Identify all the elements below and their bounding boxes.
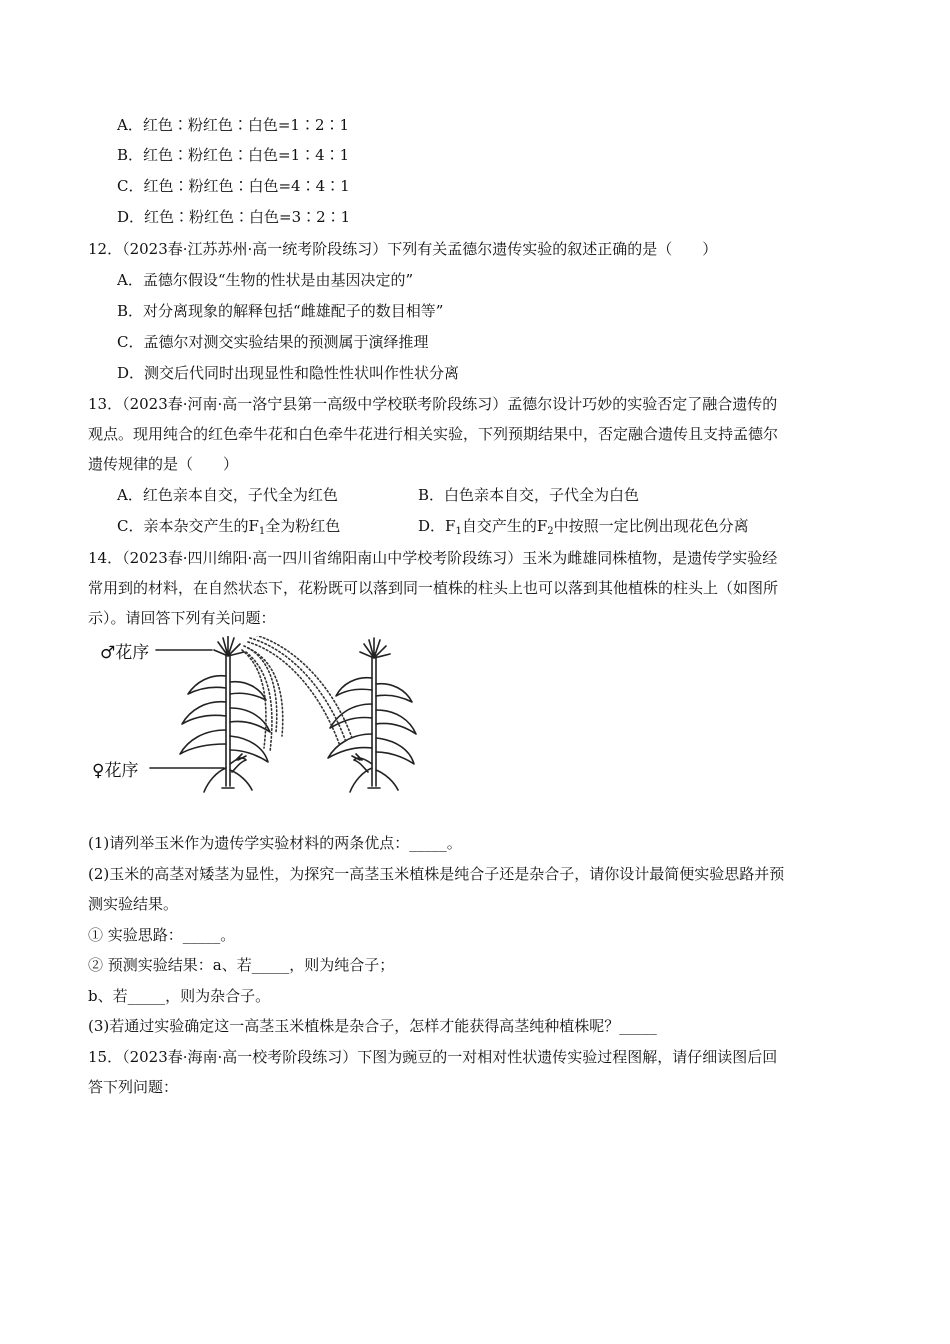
q12-option-c: C．孟德尔对测交实验结果的预测属于演绎推理 (117, 333, 429, 351)
q13-option-b: B．白色亲本自交，子代全为白色 (418, 486, 640, 504)
q14-stem-line-2: 常用到的材料，在自然状态下，花粉既可以落到同一植株的柱头上也可以落到其他植株的柱头上（如图所 (88, 579, 779, 597)
q13-option-c (117, 516, 340, 542)
q14-sub2-iii: b、若_____，则为杂合子。 (88, 987, 271, 1005)
q11-option-c: C．红色∶粉红色∶白色=4∶4∶1 (117, 177, 350, 195)
q13-option-c-pre: C．亲本杂交产生的F (117, 517, 259, 535)
q13-option-d (418, 516, 749, 542)
q14-sub2-line-1: (2)玉米的高茎对矮茎为显性，为探究一高茎玉米植株是纯合子还是杂合子，请你设计最简便实验思路并预 (88, 865, 785, 883)
q13-option-c-post: 全为粉红色 (265, 517, 341, 535)
q12-option-d: D．测交后代同时出现显性和隐性性状叫作性状分离 (117, 364, 460, 382)
q13-stem-line-2: 观点。现用纯合的红色牵牛花和白色牵牛花进行相关实验，下列预期结果中，否定融合遗传且支持孟德尔 (88, 425, 779, 443)
q13-option-d-sub2: 2 (547, 526, 554, 537)
q11-option-a: A．红色∶粉红色∶白色=1∶2∶1 (117, 116, 350, 134)
corn-pollination-figure (92, 636, 452, 794)
q15-stem-line-2: 答下列问题： (88, 1078, 179, 1096)
q13-option-d-sub1: 1 (455, 526, 462, 537)
q13-option-a: A．红色亲本自交，子代全为红色 (117, 486, 338, 504)
q14-sub2-line-2: 测实验结果。 (88, 895, 179, 913)
q14-stem-line-1: 14．（2023春·四川绵阳·高一四川省绵阳南山中学校考阶段练习）玉米为雌雄同株植物，是遗传学实验经 (88, 549, 778, 567)
q14-sub2-i: ① 实验思路：_____。 (88, 926, 236, 944)
q14-sub1: (1)请列举玉米作为遗传学实验材料的两条优点：_____。 (88, 834, 462, 852)
q12-option-b: B．对分离现象的解释包括“雌雄配子的数目相等” (117, 302, 444, 320)
q14-sub2-ii: ② 预测实验结果：a、若_____，则为纯合子； (88, 956, 395, 974)
q12-stem: 12．（2023春·江苏苏州·高一统考阶段练习）下列有关孟德尔遗传实验的叙述正确的是（ ） (88, 240, 718, 258)
q13-option-d-pre: D．F (418, 517, 456, 535)
q14-sub3: (3)若通过实验确定这一高茎玉米植株是杂合子，怎样才能获得高茎纯种植株呢？_____ (88, 1017, 657, 1035)
q14-stem-line-3: 示）。请回答下列有关问题： (88, 609, 276, 627)
q15-stem-line-1: 15．（2023春·海南·高一校考阶段练习）下图为豌豆的一对相对性状遗传实验过程图解，请仔细读图后回 (88, 1048, 778, 1066)
male-inflorescence-label: ♂花序 (100, 643, 150, 663)
q13-option-d-post: 中按照一定比例出现花色分离 (553, 517, 749, 535)
q13-option-c-sub: 1 (258, 526, 266, 537)
q11-option-b: B．红色∶粉红色∶白色=1∶4∶1 (117, 146, 350, 164)
q13-stem-line-1: 13．（2023春·河南·高一洛宁县第一高级中学校联考阶段练习）孟德尔设计巧妙的实验否定了融合遗传的 (88, 395, 778, 413)
female-inflorescence-label: ♀花序 (92, 761, 139, 781)
q11-option-d: D．红色∶粉红色∶白色=3∶2∶1 (117, 208, 351, 226)
q13-option-d-mid: 自交产生的F (461, 517, 548, 535)
q12-option-a: A．孟德尔假设“生物的性状是由基因决定的” (117, 271, 414, 289)
q13-stem-line-3: 遗传规律的是（ ） (88, 455, 239, 473)
